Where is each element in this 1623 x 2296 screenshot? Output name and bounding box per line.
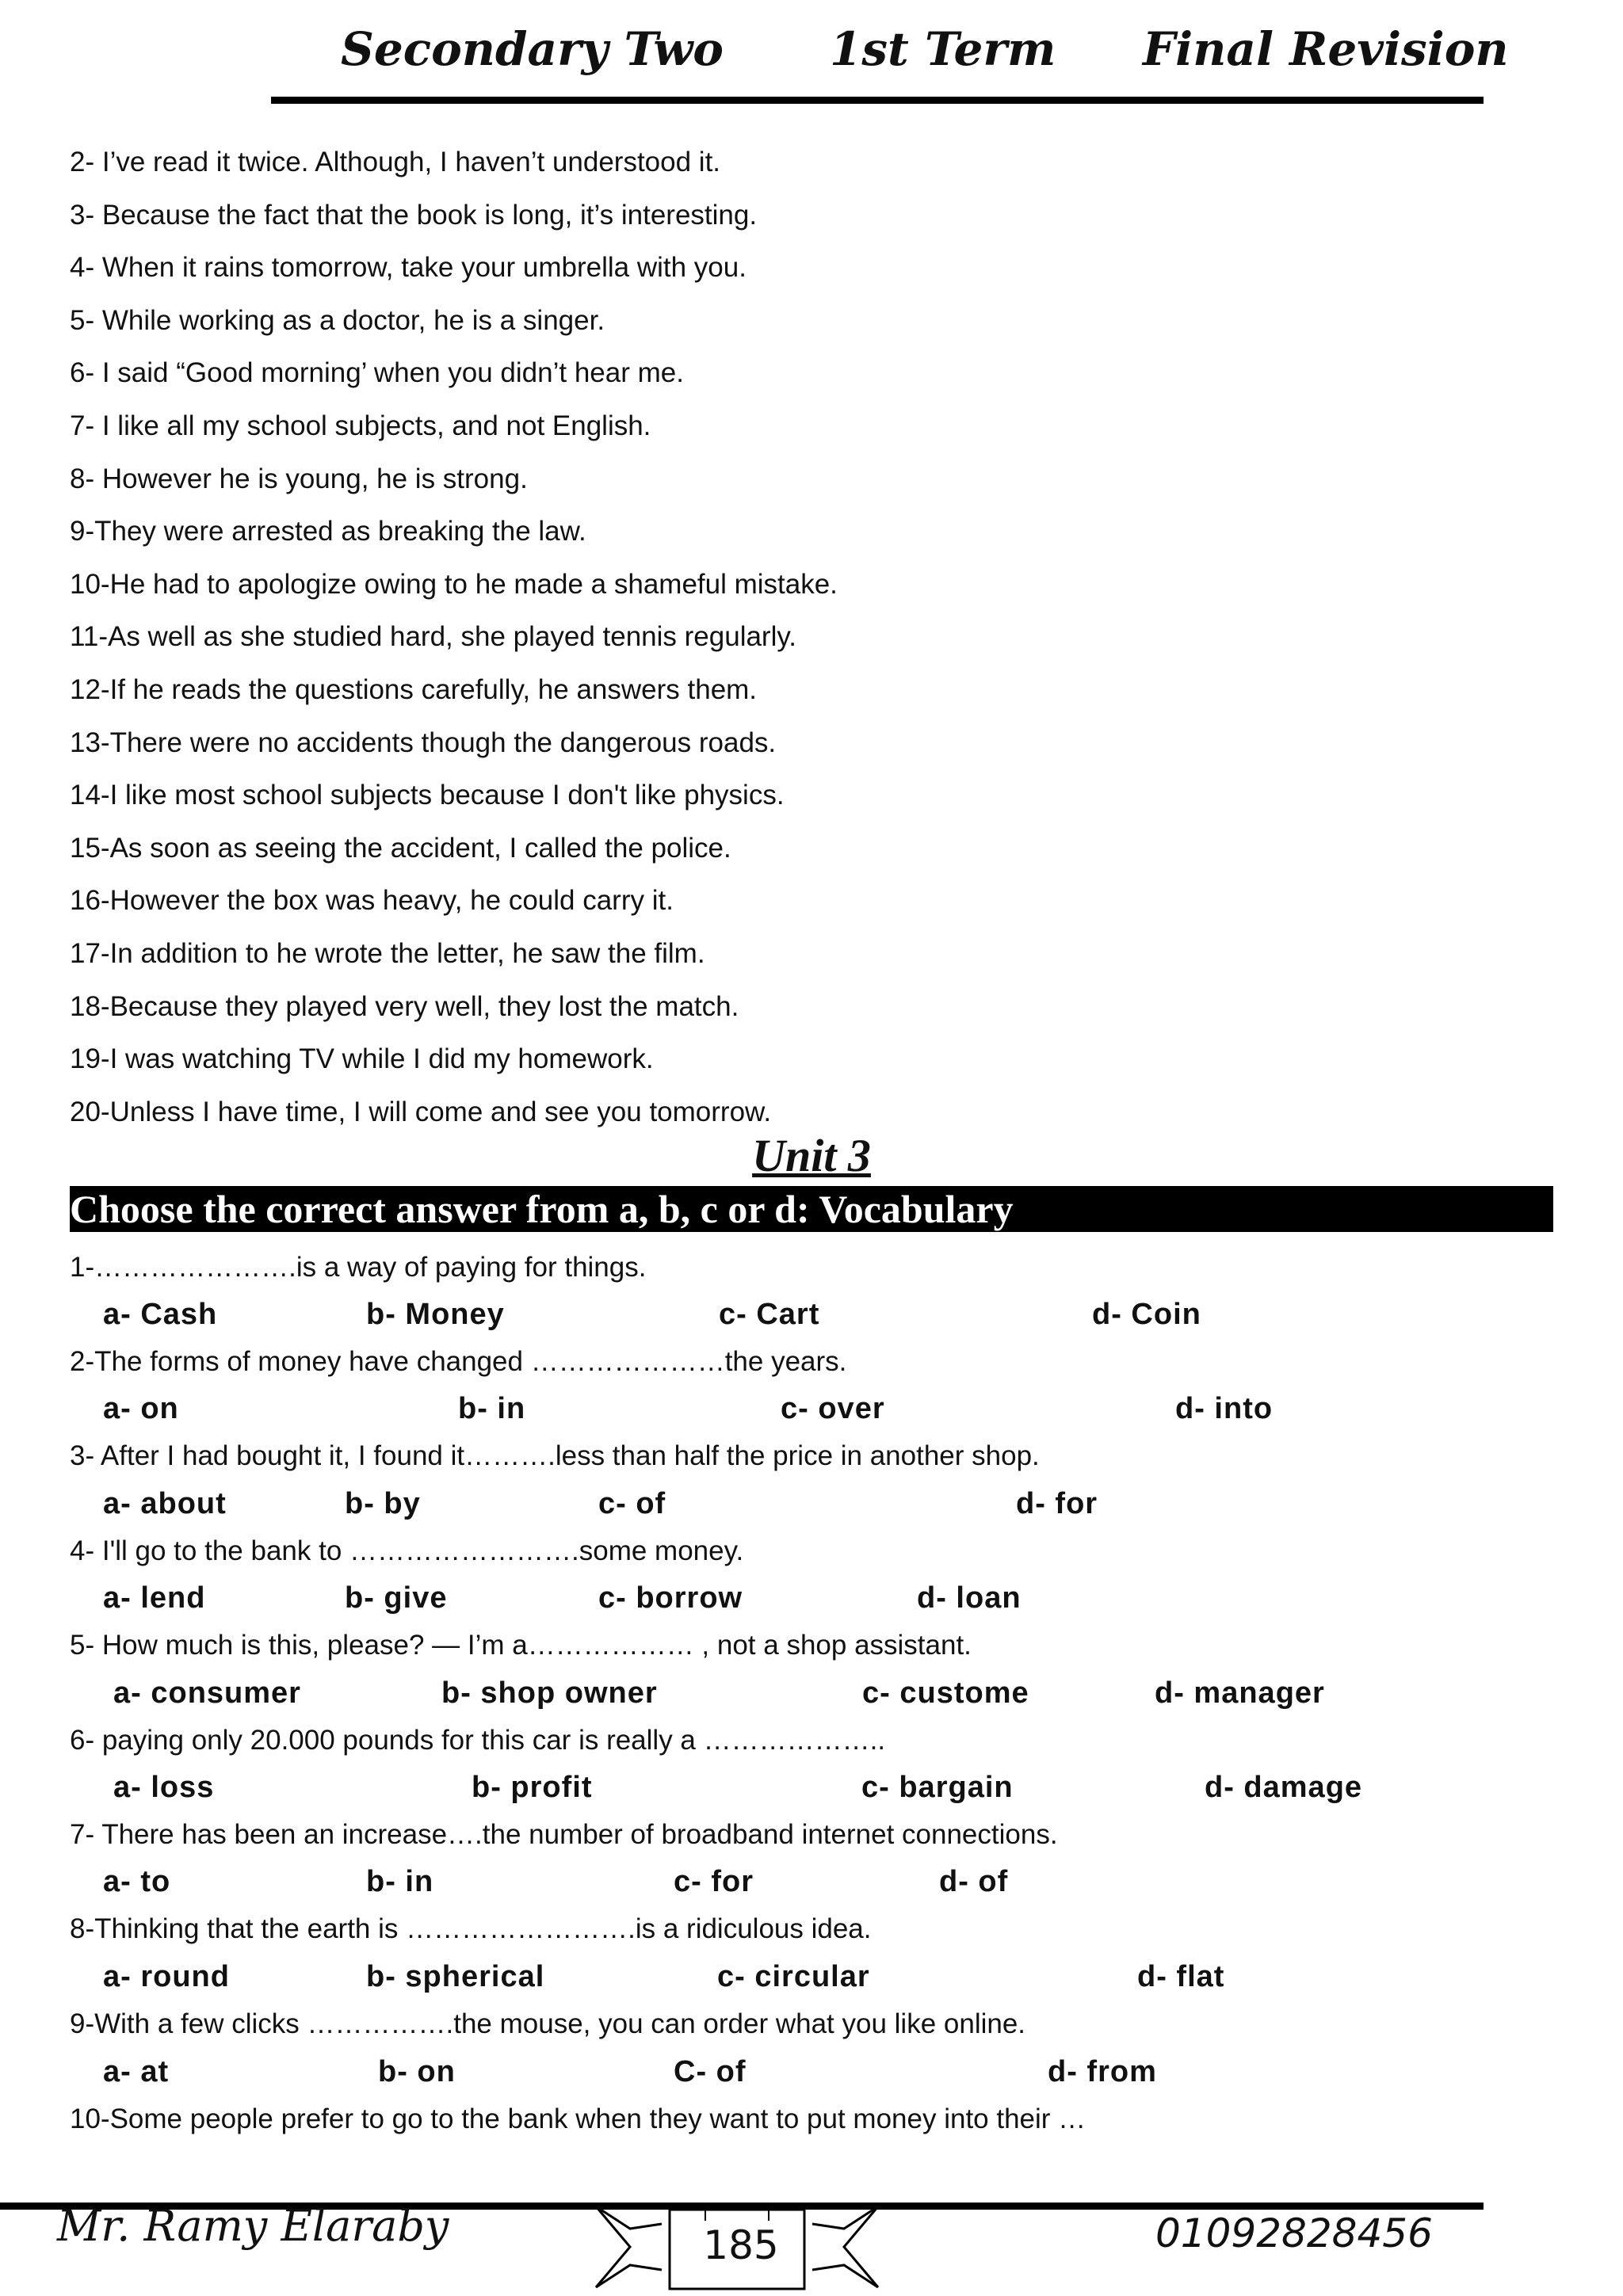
header-term: 1st Term [830, 22, 1056, 76]
mcq-option: a- loss [113, 1771, 215, 1804]
mcq-option: c- over [781, 1392, 885, 1425]
mcq-option: a- about [103, 1487, 227, 1520]
mcq-option: c- of [598, 1487, 666, 1520]
mcq-option: b- in [458, 1392, 526, 1425]
mcq-option: d- into [1175, 1392, 1274, 1425]
mcq-option: b- shop owner [441, 1676, 658, 1710]
mcq-question: 7- There has been an increase….the number of broadband internet connections. [70, 1819, 1058, 1850]
correction-item: 2- I’ve read it twice. Although, I haven’t understood it. [70, 147, 721, 177]
mcq-option: d- damage [1205, 1771, 1363, 1804]
footer-phone: 01092828456 [1155, 2210, 1433, 2256]
correction-item: 4- When it rains tomorrow, take your umbrella with you. [70, 252, 747, 283]
section-heading-text: Choose the correct answer from a, b, c or d: Vocabulary [70, 1187, 1014, 1231]
mcq-option: c- custome [862, 1676, 1029, 1710]
mcq-question: 9-With a few clicks …………….the mouse, you can order what you like online. [70, 2008, 1026, 2039]
mcq-option: a- at [103, 2055, 170, 2088]
mcq-option: a- lend [103, 1581, 206, 1615]
correction-item: 12-If he reads the questions carefully, he answers them. [70, 674, 758, 705]
mcq-question: 4- I'll go to the bank to …………………….some money. [70, 1535, 744, 1566]
mcq-question: 5- How much is this, please? — I’m a……………… , not a shop assistant. [70, 1630, 972, 1661]
mcq-question: 8-Thinking that the earth is …………………….is a ridiculous idea. [70, 1913, 872, 1944]
mcq-option: d- loan [917, 1581, 1022, 1615]
correction-item: 16-However the box was heavy, he could carry it. [70, 885, 674, 916]
mcq-option: c- bargain [861, 1771, 1014, 1804]
page-header [271, 16, 1509, 103]
mcq-option: a- Cash [103, 1298, 218, 1331]
correction-item: 14-I like most school subjects because I don't like physics. [70, 780, 785, 810]
header-grade: Secondary Two [341, 22, 724, 76]
correction-item: 11-As well as she studied hard, she played tennis regularly. [70, 621, 796, 652]
mcq-option: a- round [103, 1960, 230, 1993]
mcq-question: 1-………………….is a way of paying for things. [70, 1252, 647, 1283]
mcq-option: d- of [939, 1865, 1009, 1898]
mcq-option: d- from [1048, 2055, 1157, 2088]
correction-item: 18-Because they played very well, they lost the match. [70, 991, 739, 1022]
correction-item: 19-I was watching TV while I did my homework. [70, 1043, 654, 1074]
correction-item: 13-There were no accidents though the dangerous roads. [70, 727, 777, 758]
mcq-option: b- by [345, 1487, 421, 1520]
header-title: Final Revision [1143, 22, 1509, 76]
mcq-option: b- profit [472, 1771, 593, 1804]
mcq-option: d- manager [1155, 1676, 1325, 1710]
correction-item: 7- I like all my school subjects, and not English. [70, 410, 651, 441]
page-number: 185 [703, 2222, 779, 2268]
mcq-option: b- on [378, 2055, 456, 2088]
mcq-question: 2-The forms of money have changed …………………the years. [70, 1346, 847, 1377]
correction-item: 17-In addition to he wrote the letter, he saw the film. [70, 938, 705, 969]
correction-item: 5- While working as a doctor, he is a singer. [70, 305, 605, 336]
header-rule [271, 97, 1484, 104]
mcq-option: c- borrow [598, 1581, 743, 1615]
mcq-option: C- of [674, 2055, 747, 2088]
correction-item: 6- I said “Good morning’ when you didn’t hear me. [70, 357, 684, 388]
mcq-option: d- flat [1137, 1960, 1225, 1993]
mcq-option: c- Cart [719, 1298, 820, 1331]
mcq-option: c- for [674, 1865, 754, 1898]
mcq-option: b- spherical [366, 1960, 545, 1993]
correction-item: 20-Unless I have time, I will come and see you tomorrow. [70, 1097, 772, 1127]
correction-item: 9-They were arrested as breaking the law. [70, 516, 586, 547]
correction-item: 10-He had to apologize owing to he made a shameful mistake. [70, 569, 838, 600]
mcq-option: d- Coin [1092, 1298, 1201, 1331]
mcq-option: d- for [1016, 1487, 1098, 1520]
mcq-option: b- in [366, 1865, 434, 1898]
section-heading [70, 1186, 1553, 1232]
correction-item: 3- Because the fact that the book is long, it’s interesting. [70, 200, 758, 231]
footer-teacher: Mr. Ramy Elaraby [57, 2201, 449, 2251]
mcq-question: 3- After I had bought it, I found it……….less than half the price in another shop. [70, 1440, 1040, 1471]
mcq-option: b- give [345, 1581, 448, 1615]
correction-item: 15-As soon as seeing the accident, I called the police. [70, 833, 731, 864]
mcq-question: 6- paying only 20.000 pounds for this car is really a ……………….. [70, 1725, 886, 1756]
correction-item: 8- However he is young, he is strong. [70, 463, 528, 494]
mcq-option: a- to [103, 1865, 171, 1898]
mcq-option: a- consumer [113, 1676, 301, 1710]
mcq-option: a- on [103, 1392, 179, 1425]
mcq-option: b- Money [366, 1298, 505, 1331]
unit-title: Unit 3 [752, 1130, 871, 1181]
mcq-question: 10-Some people prefer to go to the bank when they want to put money into their … [70, 2103, 1086, 2134]
mcq-option: c- circular [717, 1960, 870, 1993]
